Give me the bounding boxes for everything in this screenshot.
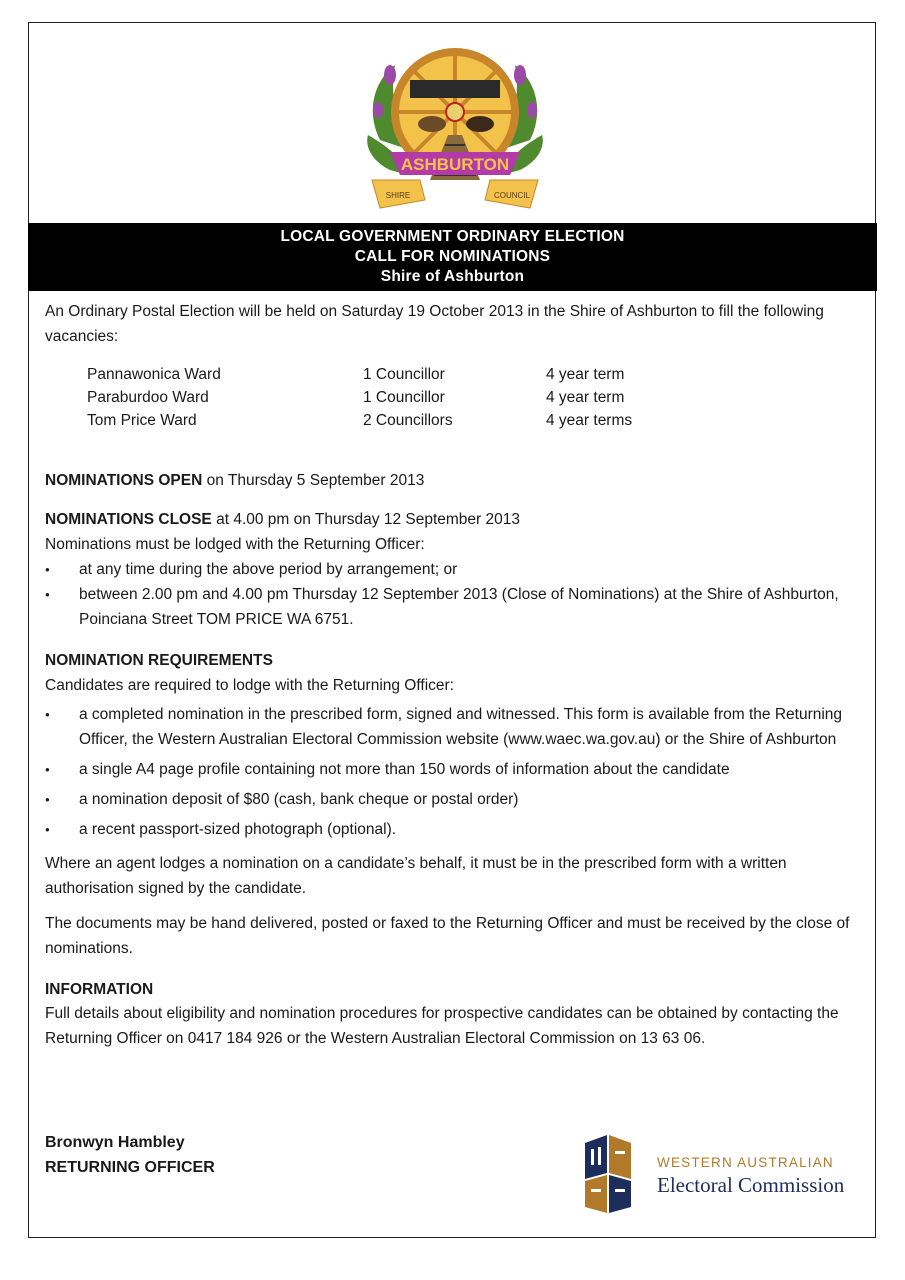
vacancy-term: 4 year term (546, 389, 625, 406)
vacancy-row (45, 363, 870, 386)
vacancy-count: 1 Councillor (363, 366, 445, 383)
crest-banner-text: ASHBURTON (400, 155, 510, 174)
title-line-3: Shire of Ashburton (380, 268, 525, 285)
agent-paragraph: Where an agent lodges a nomination on a candidate’s behalf, it must be in the prescribed form with a written authorisation signed by the candidate. (45, 855, 787, 897)
shire-of-ashburton-crest-icon (360, 40, 550, 212)
signatory-title: RETURNING OFFICER (45, 1159, 215, 1176)
information-heading: INFORMATION (45, 981, 154, 998)
list-item: ● a recent passport-sized photograph (optional). (45, 817, 870, 842)
nominations-close-text: at 4.00 pm on Thursday 12 September 2013 (211, 511, 520, 528)
crest-ribbon-left: SHIRE (385, 191, 411, 200)
notice-body (45, 299, 870, 1051)
list-item: ● a single A4 page profile containing not more than 150 words of information about the candidate (45, 757, 870, 782)
title-banner (28, 223, 877, 291)
vacancy-count: 2 Councillors (363, 412, 453, 429)
waec-line-2: Electoral Commission (657, 1173, 845, 1197)
intro-paragraph: An Ordinary Postal Election will be held on Saturday 19 October 2013 in the Shire of Ashburton to fill the following vacancies: (45, 303, 824, 345)
list-item: ● at any time during the above period by arrangement; or (45, 557, 870, 582)
vacancy-ward: Tom Price Ward (87, 412, 197, 429)
waec-logo (585, 1135, 865, 1215)
vacancy-count: 1 Councillor (363, 389, 445, 406)
waec-line-1: WESTERN AUSTRALIAN (657, 1155, 834, 1170)
lodge-bullets (45, 557, 870, 632)
title-line-1: LOCAL GOVERNMENT ORDINARY ELECTION (280, 228, 625, 245)
vacancy-row (45, 386, 870, 409)
nominations-open (45, 468, 870, 493)
vacancies-table (45, 363, 870, 432)
nominations-close-label: NOMINATIONS CLOSE (45, 511, 212, 528)
list-item: ● between 2.00 pm and 4.00 pm Thursday 12 September 2013 (Close of Nominations) at the Shire of Ashburton, Poinciana Street TOM PRICE WA 6751. (45, 582, 870, 632)
vacancy-term: 4 year terms (546, 412, 633, 429)
nominations-open-label: NOMINATIONS OPEN (45, 472, 203, 489)
signature-block (45, 1130, 215, 1180)
requirements-lead: Candidates are required to lodge with the Returning Officer: (45, 677, 454, 694)
nominations-close (45, 507, 870, 532)
waec-emblem-icon (585, 1135, 633, 1215)
vacancy-term: 4 year term (546, 366, 625, 383)
delivery-paragraph: The documents may be hand delivered, posted or faxed to the Returning Officer and must be received by the close of nominations. (45, 915, 850, 957)
vacancy-ward: Pannawonica Ward (87, 366, 221, 383)
list-item: ● a completed nomination in the prescribed form, signed and witnessed. This form is available from the Returning Officer, the Western Australian Electoral Commission website (www.waec.wa.gov.au) or the Shire of Ashburton (45, 702, 870, 752)
crest-ribbon-right: COUNCIL (493, 191, 531, 200)
requirements-bullets (45, 702, 870, 842)
list-item: ● a nomination deposit of $80 (cash, bank cheque or postal order) (45, 787, 870, 812)
title-line-2: CALL FOR NOMINATIONS (354, 248, 551, 265)
requirements-heading: NOMINATION REQUIREMENTS (45, 652, 273, 669)
vacancy-ward: Paraburdoo Ward (87, 389, 209, 406)
lodge-instruction: Nominations must be lodged with the Returning Officer: (45, 536, 425, 553)
information-paragraph: Full details about eligibility and nomination procedures for prospective candidates can be obtained by contacting the Returning Officer on 0417 184 926 or the Western Australian Electoral Commission on 13 63 06. (45, 1005, 839, 1047)
vacancy-row (45, 409, 870, 432)
signatory-name: Bronwyn Hambley (45, 1134, 185, 1151)
nominations-open-text: on Thursday 5 September 2013 (202, 472, 425, 489)
